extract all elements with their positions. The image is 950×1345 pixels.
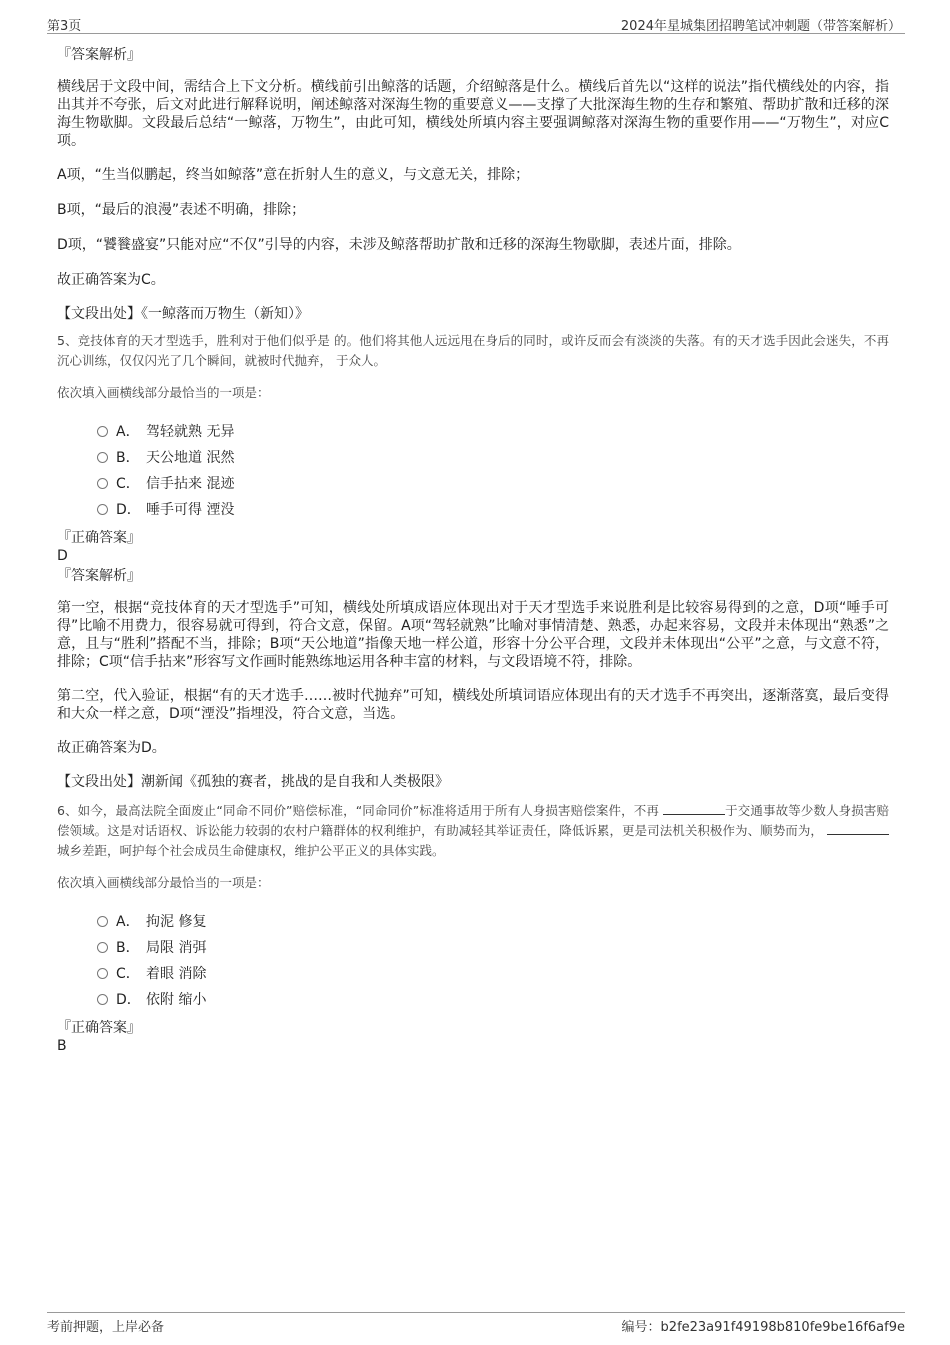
q6-option-c[interactable]: C． 着眼 消除 bbox=[97, 961, 889, 987]
document-body bbox=[57, 46, 889, 1055]
q5-analysis-paragraph-2: 第二空，代入验证，根据“有的天才选手……被时代抛弃”可知，横线处所填词语应体现出有的天才选手不再突出，逐渐落寞，最后变得和大众一样之意，D项“湮没”指埋没，符合文意，当选。 bbox=[57, 688, 889, 722]
q5-option-a[interactable]: A． 驾轻就熟 无异 bbox=[97, 419, 889, 445]
q5-prompt: 依次填入画横线部分最恰当的一项是： bbox=[57, 385, 270, 400]
page-number: 第3页 bbox=[47, 19, 82, 34]
q5-options bbox=[97, 419, 889, 523]
q6-option-b[interactable]: B． 局限 消弭 bbox=[97, 935, 889, 961]
q6-blank-2 bbox=[827, 822, 889, 835]
radio-button-icon[interactable] bbox=[97, 994, 108, 1005]
document-id: 编号：b2fe23a91f49198b810fe9be16f6af9e bbox=[621, 1320, 905, 1335]
radio-button-icon[interactable] bbox=[97, 942, 108, 953]
q5-source: 【文段出处】潮新闻《孤独的赛者，挑战的是自我和人类极限》 bbox=[57, 774, 449, 790]
q6-answer: B bbox=[57, 1038, 67, 1054]
q6-prompt: 依次填入画横线部分最恰当的一项是： bbox=[57, 875, 270, 890]
q4-analysis-option-a: A项，“生当似鹏起，终当如鲸落”意在折射人生的意义，与文意无关，排除； bbox=[57, 167, 530, 183]
q6-blank-1 bbox=[663, 802, 725, 815]
q6-option-a[interactable]: A． 拘泥 修复 bbox=[97, 909, 889, 935]
q5-option-d[interactable]: D． 唾手可得 湮没 bbox=[97, 497, 889, 523]
radio-button-icon[interactable] bbox=[97, 478, 108, 489]
q4-analysis-label: 『答案解析』 bbox=[57, 47, 141, 63]
q6-option-d[interactable]: D． 依附 缩小 bbox=[97, 987, 889, 1013]
q4-source: 【文段出处】《一鲸落而万物生（新知）》 bbox=[57, 306, 309, 322]
q5-option-b[interactable]: B． 天公地道 泯然 bbox=[97, 445, 889, 471]
footer-slogan: 考前押题，上岸必备 bbox=[47, 1320, 165, 1335]
q4-analysis-option-d: D项，“饕餮盛宴”只能对应“不仅”引导的内容，未涉及鲸落帮助扩散和迁移的深海生物歇脚，表述片面，排除。 bbox=[57, 237, 741, 253]
q4-analysis-paragraph: 横线居于文段中间，需结合上下文分析。横线前引出鲸落的话题，介绍鲸落是什么。横线后首先以“这样的说法”指代横线处的内容，指出其并不夸张，后文对此进行解释说明，阐述鲸落对深海生物的重要意义——支撑了大批深海生物的生存和繁殖、帮助扩散和迁移的深海生物歇脚。文段最后总结“一鲸落，万物生”，由此可知，横线处所填内容主要强调鲸落对深海生物的重要作用——“万物生”，对应C项。 bbox=[57, 79, 889, 149]
q5-analysis-label: 『答案解析』 bbox=[57, 568, 141, 584]
radio-button-icon[interactable] bbox=[97, 452, 108, 463]
page-header bbox=[47, 13, 905, 34]
radio-button-icon[interactable] bbox=[97, 916, 108, 927]
q5-answer: D bbox=[57, 548, 68, 564]
radio-button-icon[interactable] bbox=[97, 968, 108, 979]
q4-conclusion: 故正确答案为C。 bbox=[57, 272, 165, 288]
radio-button-icon[interactable] bbox=[97, 504, 108, 515]
q6-options bbox=[97, 909, 889, 1013]
page-footer bbox=[47, 1312, 905, 1335]
q5-conclusion: 故正确答案为D。 bbox=[57, 740, 166, 756]
q5-correct-label: 『正确答案』 bbox=[57, 530, 141, 546]
q5-stem: 5、竞技体育的天才型选手，胜利对于他们似乎是 的。他们将其他人远远甩在身后的同时，或许反而会有淡淡的失落。有的天才选手因此会迷失，不再沉心训练，仅仅闪光了几个瞬间，就被时代抛弃， 于众人。 bbox=[57, 333, 889, 368]
radio-button-icon[interactable] bbox=[97, 426, 108, 437]
q5-option-c[interactable]: C． 信手拈来 混迹 bbox=[97, 471, 889, 497]
q5-analysis-paragraph-1: 第一空，根据“竞技体育的天才型选手”可知，横线处所填成语应体现出对于天才型选手来说胜利是比较容易得到的之意，D项“唾手可得”比喻不用费力，很容易就可得到，符合文意，保留。A项“驾轻就熟”比喻对事情清楚、熟悉，办起来容易，文段并未体现出“熟悉”之意，且与“胜利”搭配不当，排除；B项“天公地道”指像天地一样公道，形容十分公平合理，文段并未体现出“公平”之意，与文意不符，排除；C项“信手拈来”形容写文作画时能熟练地运用各种丰富的材料，与文段语境不符，排除。 bbox=[57, 600, 889, 670]
q6-stem: 6、如今，最高法院全面废止“同命不同价”赔偿标准，“同命同价”标准将适用于所有人身损害赔偿案件，不再 于交通事故等少数人身损害赔偿领域。这是对话语权、诉讼能力较弱的农村户籍群体的权利维护，有助减轻其举证责任，降低诉累，更是司法机关积极作为、顺势而为， 城乡差距，呵护每个社会成员生命健康权，维护公平正义的具体实践。 bbox=[57, 803, 889, 858]
q4-analysis-option-b: B项，“最后的浪漫”表述不明确，排除； bbox=[57, 202, 306, 218]
document-title: 2024年星城集团招聘笔试冲刺题（带答案解析） bbox=[620, 19, 901, 34]
q6-correct-label: 『正确答案』 bbox=[57, 1020, 141, 1036]
